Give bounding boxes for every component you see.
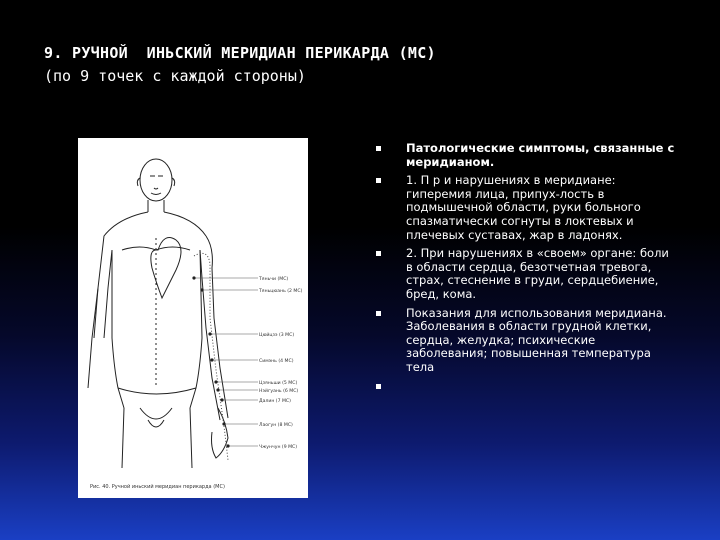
meridian-illustration [78, 138, 308, 498]
figure-caption: Рис. 40. Ручной иньский меридиан перикарда (МС) [90, 484, 225, 490]
slide-subtitle: (по 9 точек с каждой стороны) [44, 67, 306, 85]
list-item-text: Показания для использования меридиана. Заболевания в области грудной клетки, сердца, желудка; психические заболевания; повышенная температура тела [406, 305, 667, 374]
human-figure-drawing [78, 138, 308, 498]
slide-title: 9. РУЧНОЙ ИНЬСКИЙ МЕРИДИАН ПЕРИКАРДА (МС) [44, 44, 436, 62]
symptom-list [376, 142, 676, 399]
point-label: Нэйгуань (6 МС) [259, 389, 299, 394]
point-label: Тяньчи (МС) [259, 277, 289, 282]
list-item [376, 307, 676, 375]
bullet-square-icon [376, 251, 381, 256]
list-item-text: 1. П р и нарушениях в меридиане: гиперемия лица, припух-лость в подмышечной области, руки больного спазматически согнуты в локтевых и плечевых суставах, жар в ладонях. [406, 173, 641, 242]
list-item [376, 247, 676, 301]
list-item-text: 2. При нарушениях в «своем» органе: боли в области сердца, безотчетная тревога, страх, стеснение в груди, сердцебиение, бред, кома. [406, 246, 669, 301]
title-block [44, 44, 684, 85]
list-item [376, 142, 676, 169]
point-label: Симэнь (4 МС) [259, 359, 294, 364]
list-item-text: Патологические симптомы, связанные с меридианом. [406, 141, 675, 169]
point-label: Тяньцюань (2 МС) [259, 289, 303, 294]
bullet-square-icon [376, 178, 381, 183]
bullet-square-icon [376, 146, 381, 151]
bullet-square-icon [376, 311, 381, 316]
point-label: Цзяньши (5 МС) [259, 381, 298, 386]
point-label: Далин (7 МС) [259, 399, 291, 404]
list-item [376, 380, 676, 394]
list-item [376, 174, 676, 242]
point-label: Чжунчун (9 МС) [259, 445, 298, 450]
bullet-square-icon [376, 384, 381, 389]
point-label: Лаогун (8 МС) [259, 423, 293, 428]
point-label: Цюйцзэ (3 МС) [259, 333, 295, 338]
